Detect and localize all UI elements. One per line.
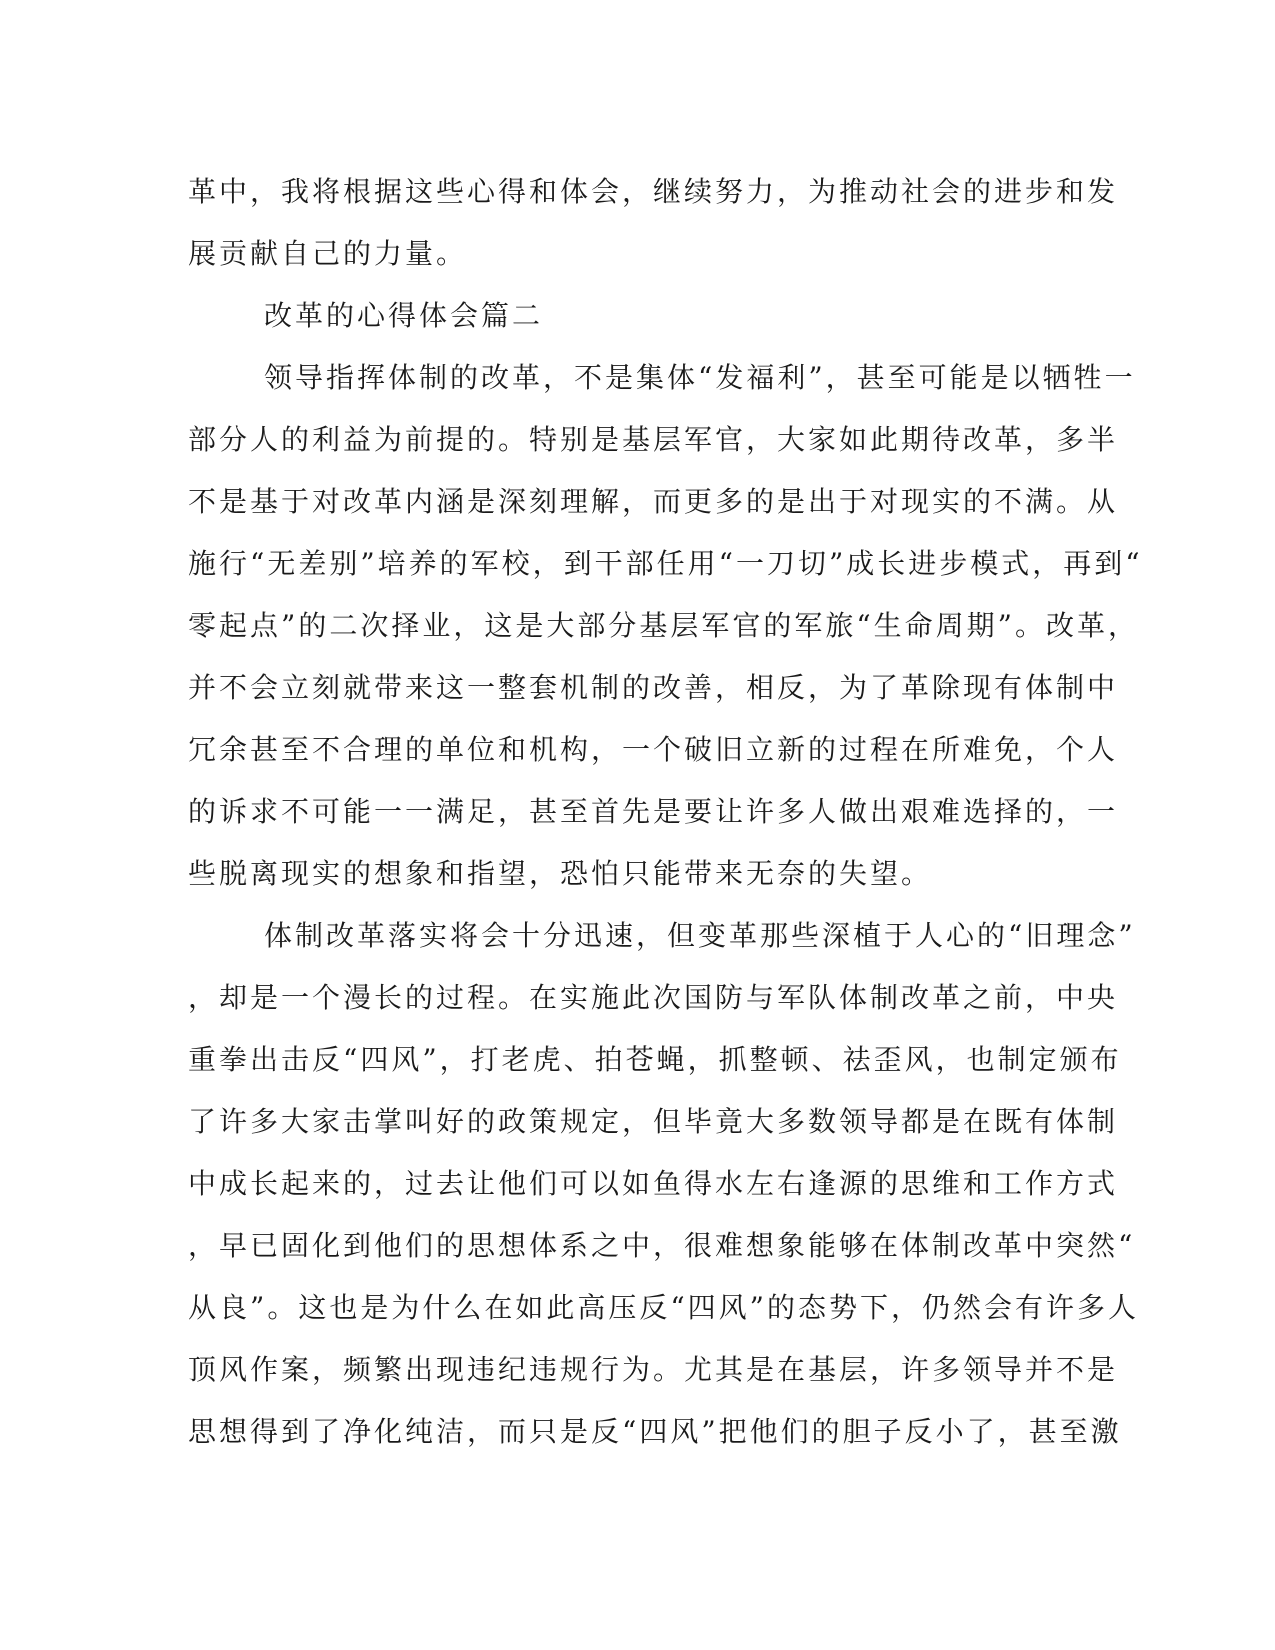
text-line: 零起点”的二次择业，这是大部分基层军官的军旅“生命周期”。改革， [188, 609, 1139, 642]
text-line: 冗余甚至不合理的单位和机构，一个破旧立新的过程在所难免，个人 [188, 733, 1119, 766]
text-line: 顶风作案，频繁出现违纪违规行为。尤其是在基层，许多领导并不是 [188, 1353, 1119, 1386]
text-line: 的诉求不可能一一满足，甚至首先是要让许多人做出艰难选择的，一 [188, 795, 1119, 828]
text-line: 重拳出击反“四风”，打老虎、拍苍蝇，抓整顿、祛歪风，也制定颁布 [188, 1043, 1122, 1076]
text-line: 革中，我将根据这些心得和体会，继续努力，为推动社会的进步和发 [188, 175, 1119, 208]
text-line: 领导指挥体制的改革，不是集体“发福利”，甚至可能是以牺牲一 [264, 361, 1136, 394]
text-line: 并不会立刻就带来这一整套机制的改善，相反，为了革除现有体制中 [188, 671, 1119, 704]
text-line: 从良”。这也是为什么在如此高压反“四风”的态势下，仍然会有许多人 [188, 1291, 1139, 1324]
section-heading: 改革的心得体会篇二 [264, 299, 544, 332]
text-line: 思想得到了净化纯洁，而只是反“四风”把他们的胆子反小了，甚至激 [188, 1415, 1122, 1448]
text-line: ，却是一个漫长的过程。在实施此次国防与军队体制改革之前，中央 [188, 981, 1119, 1014]
text-line: 了许多大家击掌叫好的政策规定，但毕竟大多数领导都是在既有体制 [188, 1105, 1119, 1138]
text-line: ，早已固化到他们的思想体系之中，很难想象能够在体制改革中突然“ [188, 1229, 1136, 1262]
text-line: 些脱离现实的想象和指望，恐怕只能带来无奈的失望。 [188, 857, 933, 890]
text-line: 中成长起来的，过去让他们可以如鱼得水左右逢源的思维和工作方式 [188, 1167, 1119, 1200]
body-text [188, 161, 1143, 1463]
text-line: 体制改革落实将会十分迅速，但变革那些深植于人心的“旧理念” [264, 919, 1136, 952]
text-line: 不是基于对改革内涵是深刻理解，而更多的是出于对现实的不满。从 [188, 485, 1119, 518]
text-line: 施行“无差别”培养的军校，到干部任用“一刀切”成长进步模式，再到“ [188, 547, 1143, 580]
text-line: 展贡献自己的力量。 [188, 237, 468, 270]
text-line: 部分人的利益为前提的。特别是基层军官，大家如此期待改革，多半 [188, 423, 1119, 456]
